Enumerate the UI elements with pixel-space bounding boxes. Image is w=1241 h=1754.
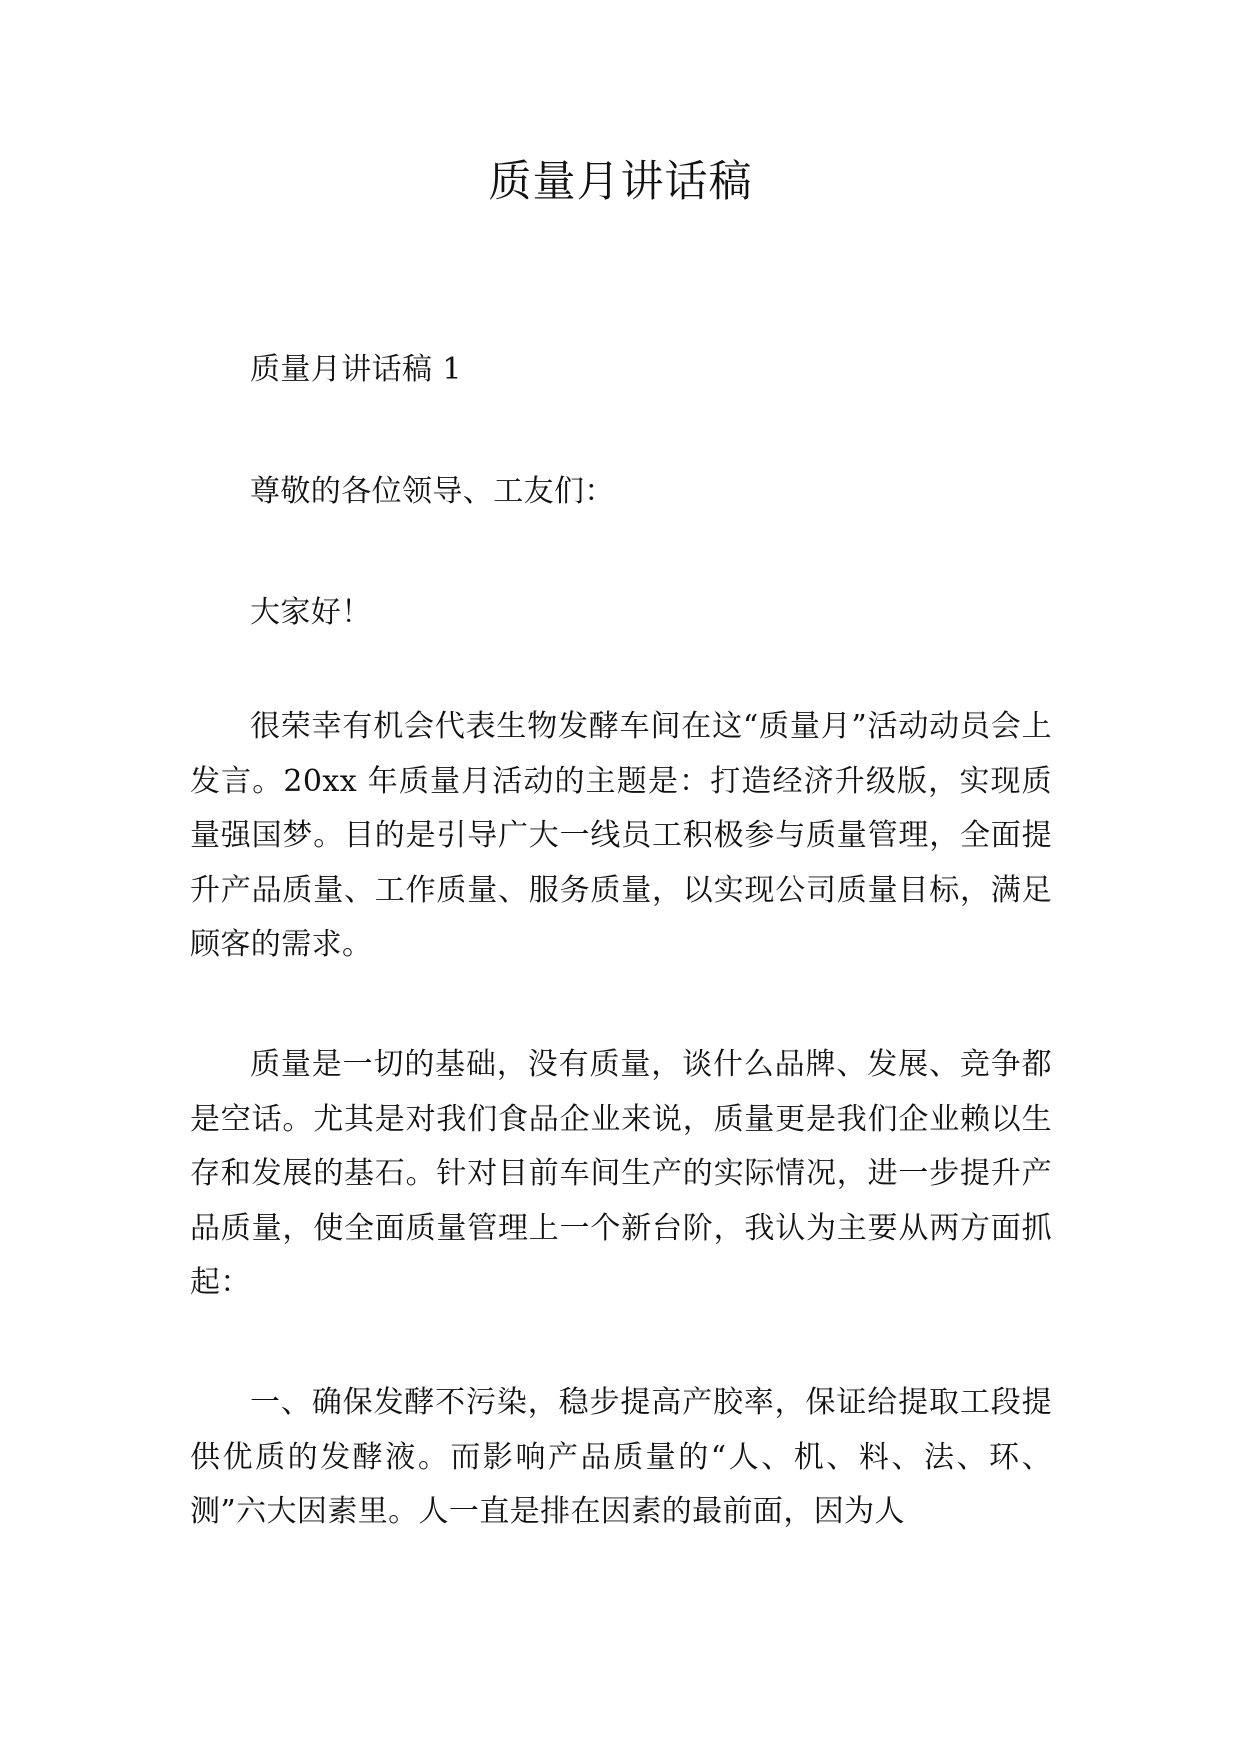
salutation-paragraph: 尊敬的各位领导、工友们： — [250, 474, 615, 509]
document-title: 质量月讲话稿 — [488, 157, 753, 207]
body-paragraph: 质量是一切的基础，没有质量，谈什么品牌、发展、竞争都是空话。尤其是对我们食品企业来说，质量更是我们企业赖以生存和发展的基石。针对目前车间生产的实际情况，进一步提升产品质量，使全面质量管理上一个新台阶，我认为主要从两方面抓起： — [190, 1047, 1052, 1300]
body-paragraph: 很荣幸有机会代表生物发酵车间在这“质量月”活动动员会上发言。20xx 年质量月活动的主题是：打造经济升级版，实现质量强国梦。目的是引导广大一线员工积极参与质量管理，全面提升产品质量、工作质量、服务质量，以实现公司质量目标，满足顾客的需求。 — [190, 709, 1052, 962]
greeting-paragraph: 大家好！ — [250, 595, 372, 630]
section-heading: 质量月讲话稿 1 — [250, 352, 462, 387]
body-paragraph: 一、确保发酵不污染，稳步提高产胶率，保证给提取工段提供优质的发酵液。而影响产品质量的“人、机、料、法、环、测”六大因素里。人一直是排在因素的最前面，因为人 — [190, 1385, 1052, 1529]
